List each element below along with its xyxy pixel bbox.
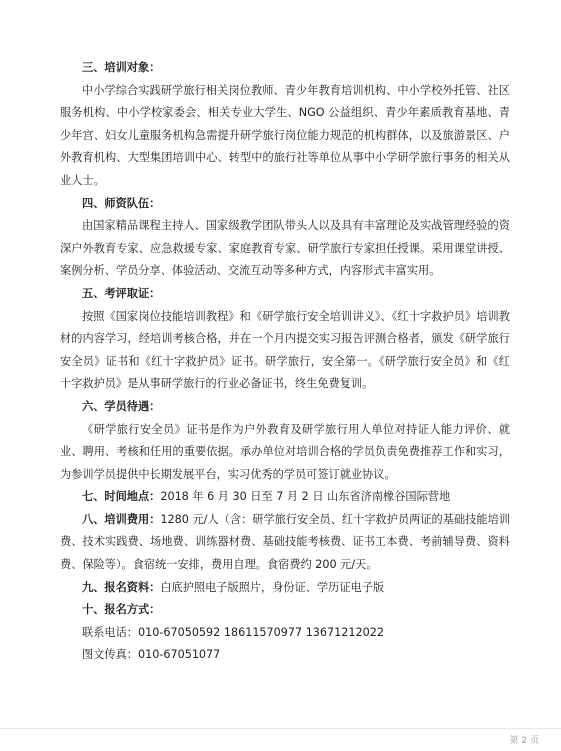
fee-value: 1280 元/人（含：研学旅行安全员、红十字救护员两证的基础技能培训费、技术实践费、场地费、训练器材费、基础技能考核费、证书工本费、考前辅导费、资料费、保险等）。食宿统一安排，费用自理。食宿费约 200 元/天。 — [60, 512, 510, 572]
document-body — [60, 57, 510, 667]
phone-label: 联系电话： — [82, 625, 138, 639]
section-paragraph: 由国家精品课程主持人、国家级教学团队带头人以及具有丰富理论及实战管理经验的资深户外教育专家、应急救援专家、家庭教育专家、研学旅行专家担任授课。采用课堂讲授、案例分析、学员分享、体验活动、交流互动等多种方式，内容形式丰富实用。 — [60, 219, 510, 278]
fax-label: 图文传真： — [82, 648, 138, 662]
materials-value: 白底护照电子版照片，身份证、学历证电子版 — [160, 580, 385, 594]
section-faculty — [60, 193, 510, 283]
section-heading: 六、学员待遇： — [82, 399, 161, 413]
phone-value: 010-67050592 18611570977 13671212022 — [137, 625, 384, 639]
time-place-value: 2018 年 6 月 30 日至 7 月 2 日 山东省济南橡谷国际营地 — [160, 490, 451, 504]
materials-label: 九、报名资料： — [82, 580, 161, 594]
section-heading: 十、报名方式： — [82, 603, 161, 617]
time-place-label: 七、时间地点： — [82, 490, 161, 504]
contact-fax — [60, 644, 510, 667]
section-fee — [60, 509, 510, 577]
page-footer — [0, 728, 561, 751]
section-heading: 五、考评取证： — [82, 286, 161, 300]
fax-value: 010-67051077 — [137, 648, 221, 662]
section-training-targets — [60, 57, 510, 193]
section-signup — [60, 599, 510, 667]
fee-label: 八、培训费用： — [82, 512, 161, 526]
section-paragraph: 《研学旅行安全员》证书是作为户外教育及研学旅行用人单位对持证人能力评价、就业、聘用、考核和任用的重要依据。承办单位对培训合格的学员负责免费推荐工作和实习，为参训学员提供中长期发展平台，实习优秀的学员可签订就业协议。 — [60, 422, 510, 481]
section-time-place — [60, 486, 510, 509]
section-paragraph: 中小学综合实践研学旅行相关岗位教师、青少年教育培训机构、中小学校外托管、社区服务机构、中小学校家委会、相关专业大学生、NGO 公益组织、青少年素质教育基地、青少年宫、妇女儿童服务机构急需提升研学旅行岗位能力规范的机构群体，以及旅游景区、户外教育机构、大型集团培训中心、转型中的旅行社等单位从事中小学研学旅行事务的相关从业人士。 — [60, 83, 510, 187]
section-heading: 四、师资队伍： — [82, 196, 161, 210]
section-materials — [60, 577, 510, 600]
contact-phone — [60, 622, 510, 645]
section-assessment — [60, 283, 510, 396]
page-number: 第 2 页 — [509, 736, 539, 746]
section-paragraph: 按照《国家岗位技能培训教程》和《研学旅行安全培训讲义》、《红十字救护员》培训教材的内容学习，经培训考核合格，并在一个月内提交实习报告评测合格者，颁发《研学旅行安全员》证书和《红十字救护员》证书。研学旅行，安全第一。《研学旅行安全员》和《红十字救护员》是从事研学旅行的行业必备证书，终生免费复训。 — [60, 309, 510, 391]
section-benefits — [60, 396, 510, 486]
section-heading: 三、培训对象： — [82, 61, 161, 74]
